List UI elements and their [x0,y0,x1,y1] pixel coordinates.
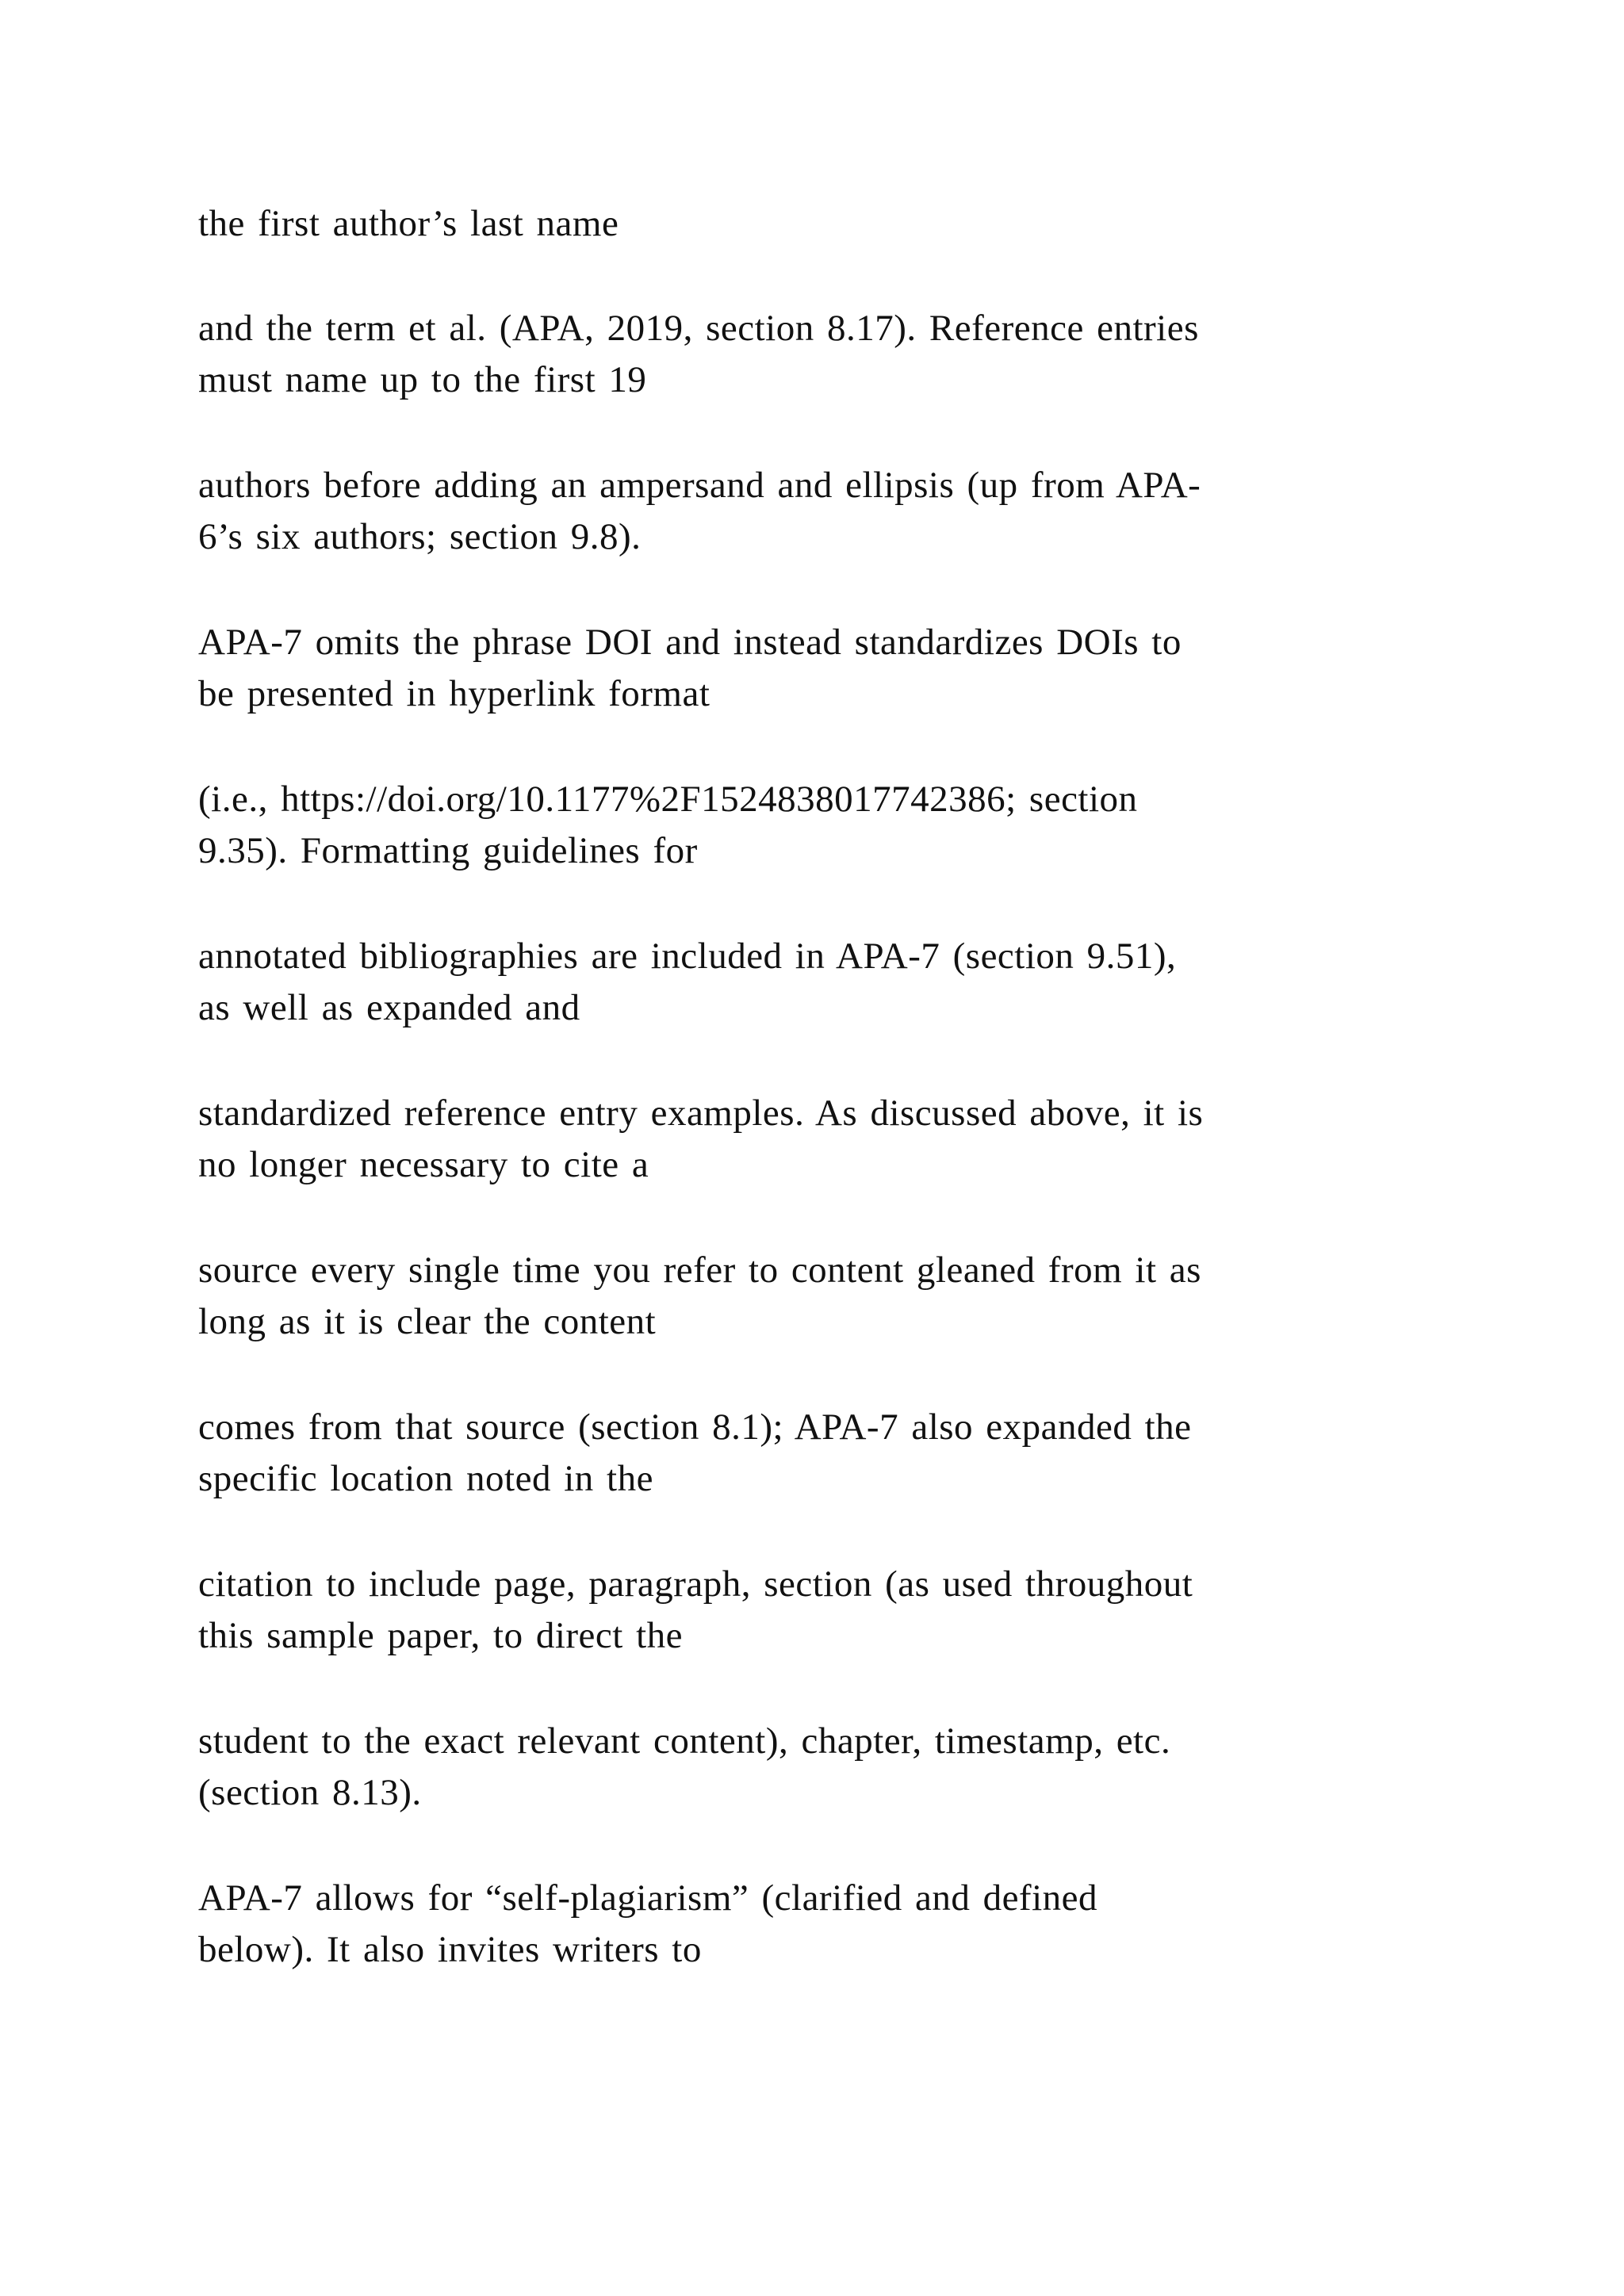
text-line: student to the exact relevant content), chapter, timestamp, etc. [198,1720,1171,1762]
text-line: no longer necessary to cite a [198,1144,649,1185]
paragraph-8 [198,1245,1435,1348]
text-line: standardized reference entry examples. As discussed above, it is [198,1093,1204,1134]
text-line: citation to include page, paragraph, section (as used throughout [198,1563,1193,1605]
text-line: annotated bibliographies are included in APA-7 (section 9.51), [198,936,1177,977]
paragraph-1 [198,198,1435,250]
text-line: source every single time you refer to content gleaned from it as [198,1249,1201,1291]
text-line: authors before adding an ampersand and ellipsis (up from APA- [198,465,1201,506]
paragraph-12 [198,1873,1435,1976]
paragraph-5 [198,774,1435,877]
text-line: (section 8.13). [198,1772,422,1813]
text-line: as well as expanded and [198,987,580,1028]
paragraph-4 [198,617,1435,720]
text-line: specific location noted in the [198,1458,653,1499]
text-line: APA-7 allows for “self-plagiarism” (clarified and defined [198,1877,1098,1919]
text-line: below). It also invites writers to [198,1929,702,1970]
text-line: the first author’s last name [198,203,619,244]
paragraph-3 [198,460,1435,563]
text-line: must name up to the first 19 [198,359,647,400]
text-line: (i.e., https://doi.org/10.1177%2F1524838017742386; section [198,779,1138,820]
text-line: comes from that source (section 8.1); APA-7 also expanded the [198,1406,1192,1448]
paragraph-6 [198,931,1435,1034]
paragraph-10 [198,1559,1435,1662]
paragraph-7 [198,1088,1435,1191]
text-line: be presented in hyperlink format [198,673,710,714]
text-line: 6’s six authors; section 9.8). [198,516,642,557]
paragraph-2 [198,303,1435,406]
text-line: APA-7 omits the phrase DOI and instead standardizes DOIs to [198,622,1182,663]
text-line: and the term et al. (APA, 2019, section 8.17). Reference entries [198,308,1199,349]
paragraph-9 [198,1402,1435,1505]
text-line: this sample paper, to direct the [198,1615,683,1656]
paragraph-11 [198,1716,1435,1819]
text-line: long as it is clear the content [198,1301,657,1342]
text-line: 9.35). Formatting guidelines for [198,830,698,871]
